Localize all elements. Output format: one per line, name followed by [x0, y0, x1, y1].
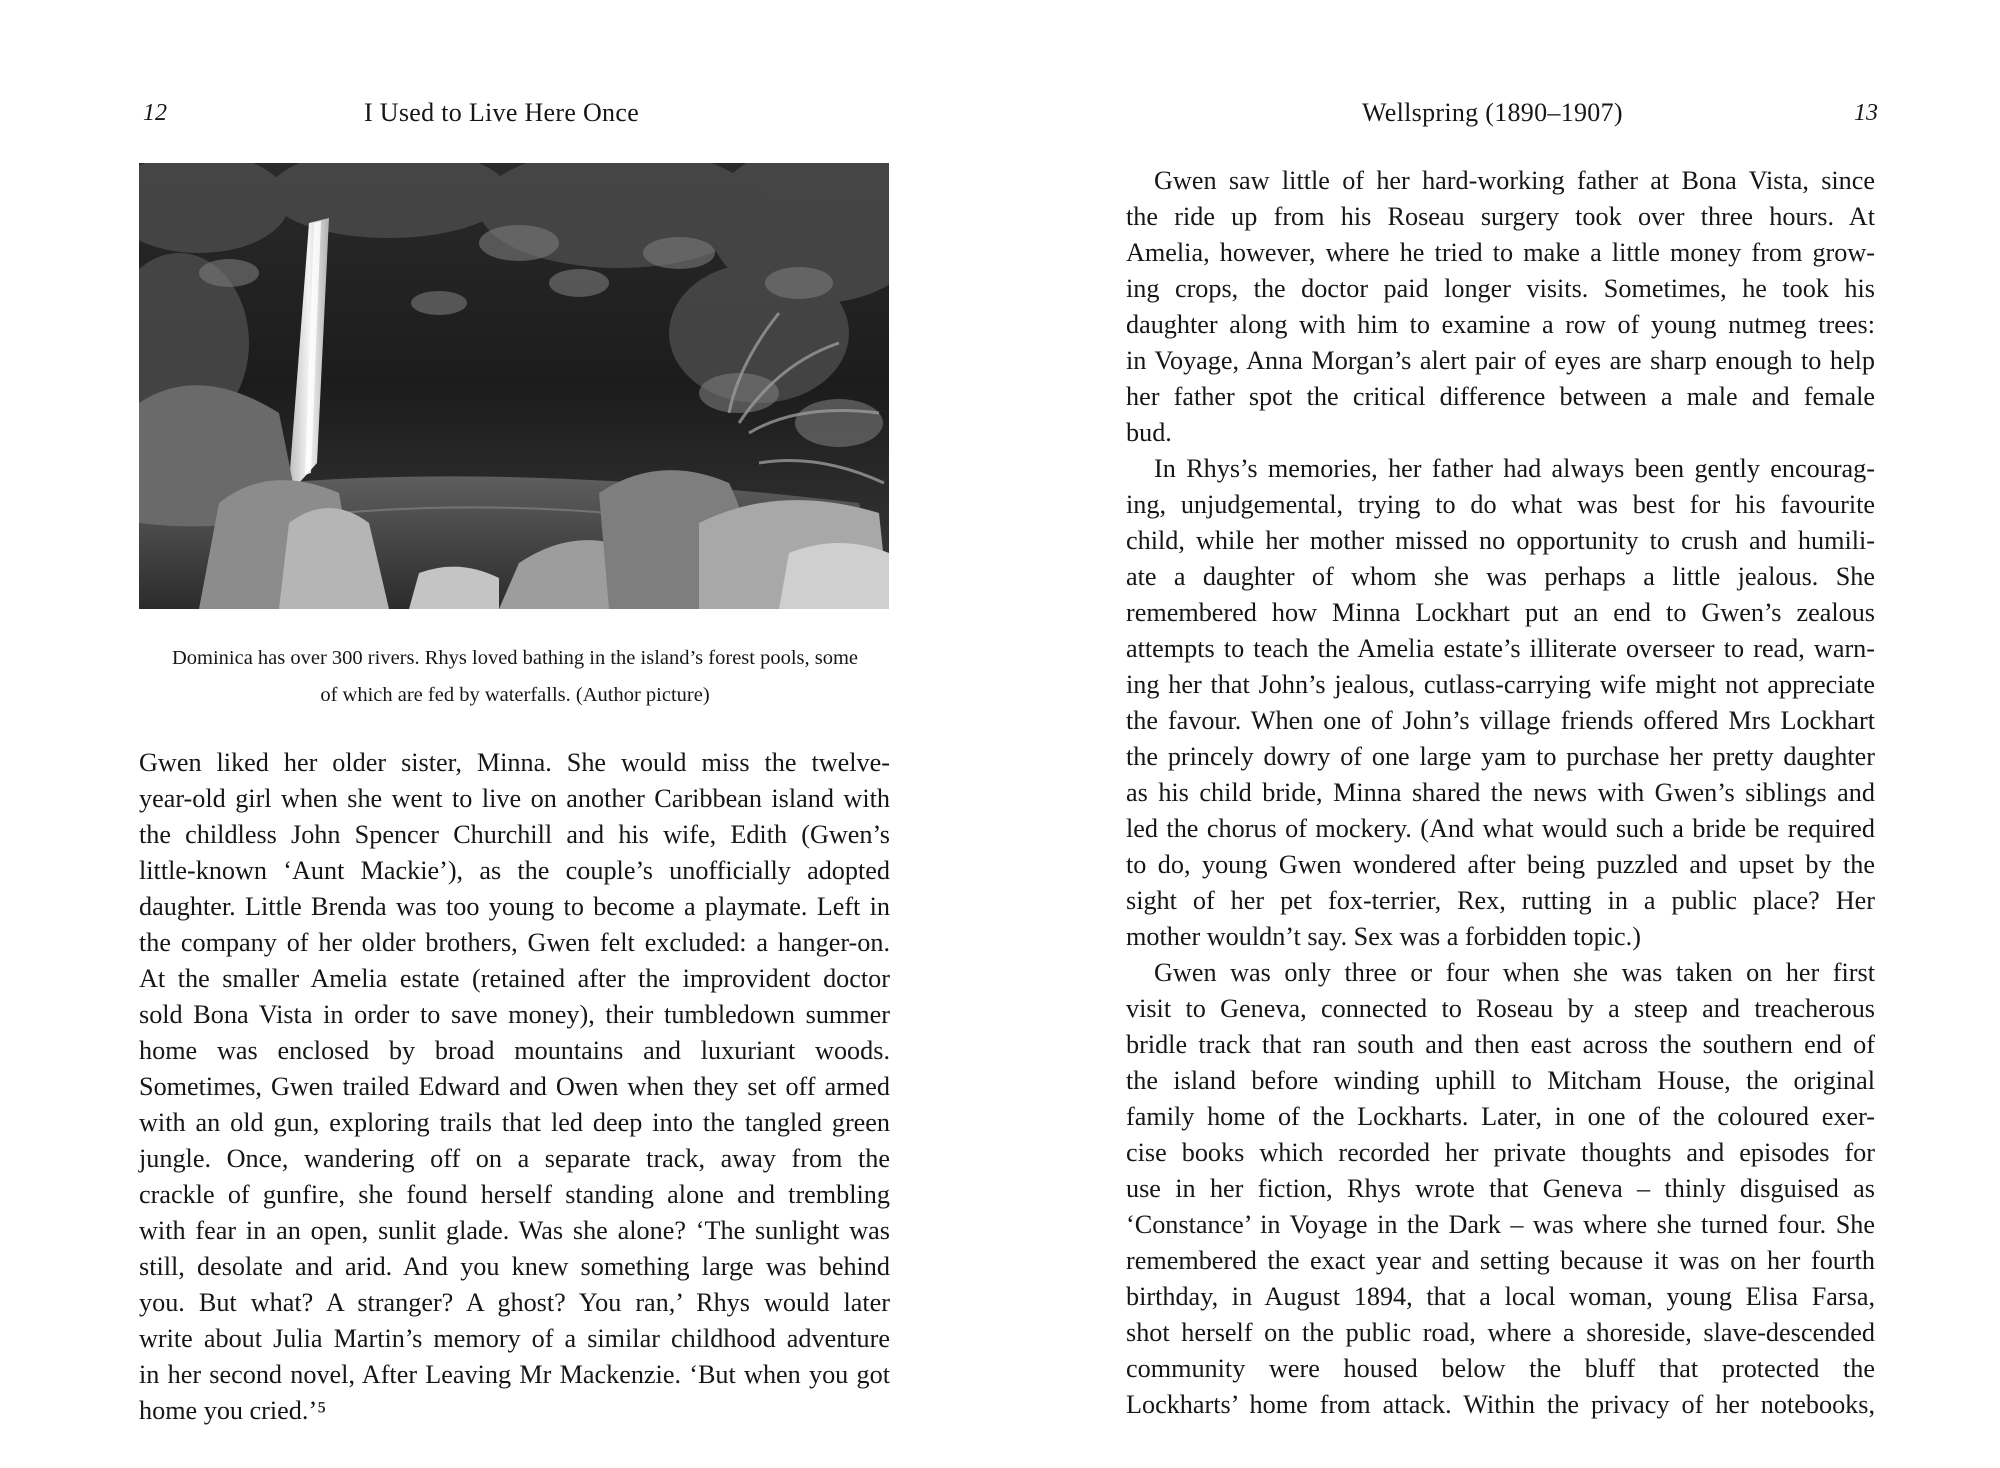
text-line: In Rhys’s memories, her father had always been gently encourag-: [1154, 454, 1875, 483]
text-line: the princely dowry of one large yam to purchase her pretty daughter: [1126, 742, 1875, 771]
text-line: family home of the Lockharts. Later, in one of the coloured exer-: [1126, 1102, 1875, 1131]
text-line: the ride up from his Roseau surgery took over three hours. At: [1126, 202, 1875, 231]
text-line: daughter. Little Brenda was too young to become a playmate. Left in: [139, 892, 890, 921]
text-line: birthday, in August 1894, that a local woman, young Elisa Farsa,: [1126, 1282, 1875, 1311]
caption-line-1: Dominica has over 300 rivers. Rhys loved bathing in the island’s forest pools, some: [171, 647, 859, 669]
text-line: use in her fiction, Rhys wrote that Geneva – thinly disguised as: [1126, 1174, 1875, 1203]
text-line: Gwen saw little of her hard-working father at Bona Vista, since: [1154, 166, 1875, 195]
text-line: jungle. Once, wandering off on a separate track, away from the: [139, 1144, 890, 1173]
text-line: ing crops, the doctor paid longer visits. Sometimes, he took his: [1126, 274, 1875, 303]
text-line: shot herself on the public road, where a shoreside, slave-descended: [1126, 1318, 1875, 1347]
caption-line-2: of which are fed by waterfalls. (Author picture): [320, 684, 710, 706]
text-line: child, while her mother missed no opportunity to crush and humili-: [1126, 526, 1875, 555]
left-body-text: [139, 745, 890, 1429]
text-line: remembered how Minna Lockhart put an end to Gwen’s zealous: [1126, 598, 1875, 627]
text-line: still, desolate and arid. And you knew something large was behind: [139, 1252, 890, 1281]
text-line: community were housed below the bluff that protected the: [1126, 1354, 1875, 1383]
text-line: her father spot the critical difference between a male and female: [1126, 382, 1875, 411]
text-line: bud.: [1126, 418, 1172, 447]
text-line: with fear in an open, sunlit glade. Was she alone? ‘The sunlight was: [139, 1216, 890, 1245]
text-line: sold Bona Vista in order to save money), their tumbledown summer: [139, 1000, 890, 1029]
text-line: crackle of gunfire, she found herself standing alone and trembling: [139, 1180, 890, 1209]
text-line: remembered the exact year and setting because it was on her fourth: [1126, 1246, 1875, 1275]
text-line: the island before winding uphill to Mitcham House, the original: [1126, 1066, 1875, 1095]
text-line: year-old girl when she went to live on another Caribbean island with: [139, 784, 890, 813]
text-line: home was enclosed by broad mountains and luxuriant woods.: [139, 1036, 890, 1065]
text-line: bridle track that ran south and then east across the southern end of: [1126, 1030, 1875, 1059]
page-number-left: 12: [143, 100, 167, 126]
text-line: mother wouldn’t say. Sex was a forbidden topic.): [1126, 922, 1641, 951]
text-line: the company of her older brothers, Gwen felt excluded: a hanger-on.: [139, 928, 890, 957]
text-line: cise books which recorded her private thoughts and episodes for: [1126, 1138, 1875, 1167]
text-line: in Voyage, Anna Morgan’s alert pair of eyes are sharp enough to help: [1126, 346, 1875, 375]
text-line: write about Julia Martin’s memory of a similar childhood adventure: [139, 1324, 890, 1353]
running-head-right: Wellspring (1890–1907): [1362, 98, 1623, 127]
text-line: in her second novel, After Leaving Mr Mackenzie. ‘But when you got: [139, 1360, 890, 1389]
text-line: with an old gun, exploring trails that led deep into the tangled green: [139, 1108, 890, 1137]
text-line: Amelia, however, where he tried to make a little money from grow-: [1126, 238, 1875, 267]
text-line: Gwen was only three or four when she was taken on her first: [1154, 958, 1875, 987]
waterfall-photo: [139, 163, 889, 609]
text-line: to do, young Gwen wondered after being puzzled and upset by the: [1126, 850, 1875, 879]
text-line: ‘Constance’ in Voyage in the Dark – was where she turned four. She: [1126, 1210, 1875, 1239]
text-line: home you cried.’⁵: [139, 1396, 327, 1425]
text-line: ing her that John’s jealous, cutlass-carrying wife might not appreciate: [1126, 670, 1875, 699]
text-line: At the smaller Amelia estate (retained after the improvident doctor: [139, 964, 890, 993]
text-line: ing, unjudgemental, trying to do what was best for his favourite: [1126, 490, 1875, 519]
waterfall-illustration: [139, 163, 889, 609]
photo-caption: [130, 640, 900, 714]
text-line: the favour. When one of John’s village friends offered Mrs Lockhart: [1126, 706, 1875, 735]
text-line: you. But what? A stranger? A ghost? You ran,’ Rhys would later: [139, 1288, 890, 1317]
text-line: ate a daughter of whom she was perhaps a little jealous. She: [1126, 562, 1875, 591]
text-line: daughter along with him to examine a row of young nutmeg trees:: [1126, 310, 1875, 339]
text-line: Sometimes, Gwen trailed Edward and Owen when they set off armed: [139, 1072, 890, 1101]
text-line: visit to Geneva, connected to Roseau by a steep and treacherous: [1126, 994, 1875, 1023]
text-line: the childless John Spencer Churchill and his wife, Edith (Gwen’s: [139, 820, 890, 849]
running-head-left: I Used to Live Here Once: [364, 98, 640, 127]
text-line: attempts to teach the Amelia estate’s illiterate overseer to read, warn-: [1126, 634, 1875, 663]
text-line: Gwen liked her older sister, Minna. She would miss the twelve-: [139, 748, 890, 777]
page-number-right: 13: [1854, 100, 1878, 126]
text-line: led the chorus of mockery. (And what would such a bride be required: [1126, 814, 1875, 843]
text-line: Lockharts’ home from attack. Within the privacy of her notebooks,: [1126, 1390, 1875, 1419]
text-line: as his child bride, Minna shared the news with Gwen’s siblings and: [1126, 778, 1875, 807]
text-line: sight of her pet fox-terrier, Rex, rutting in a public place? Her: [1126, 886, 1875, 915]
text-line: little-known ‘Aunt Mackie’), as the couple’s unofficially adopted: [139, 856, 890, 885]
